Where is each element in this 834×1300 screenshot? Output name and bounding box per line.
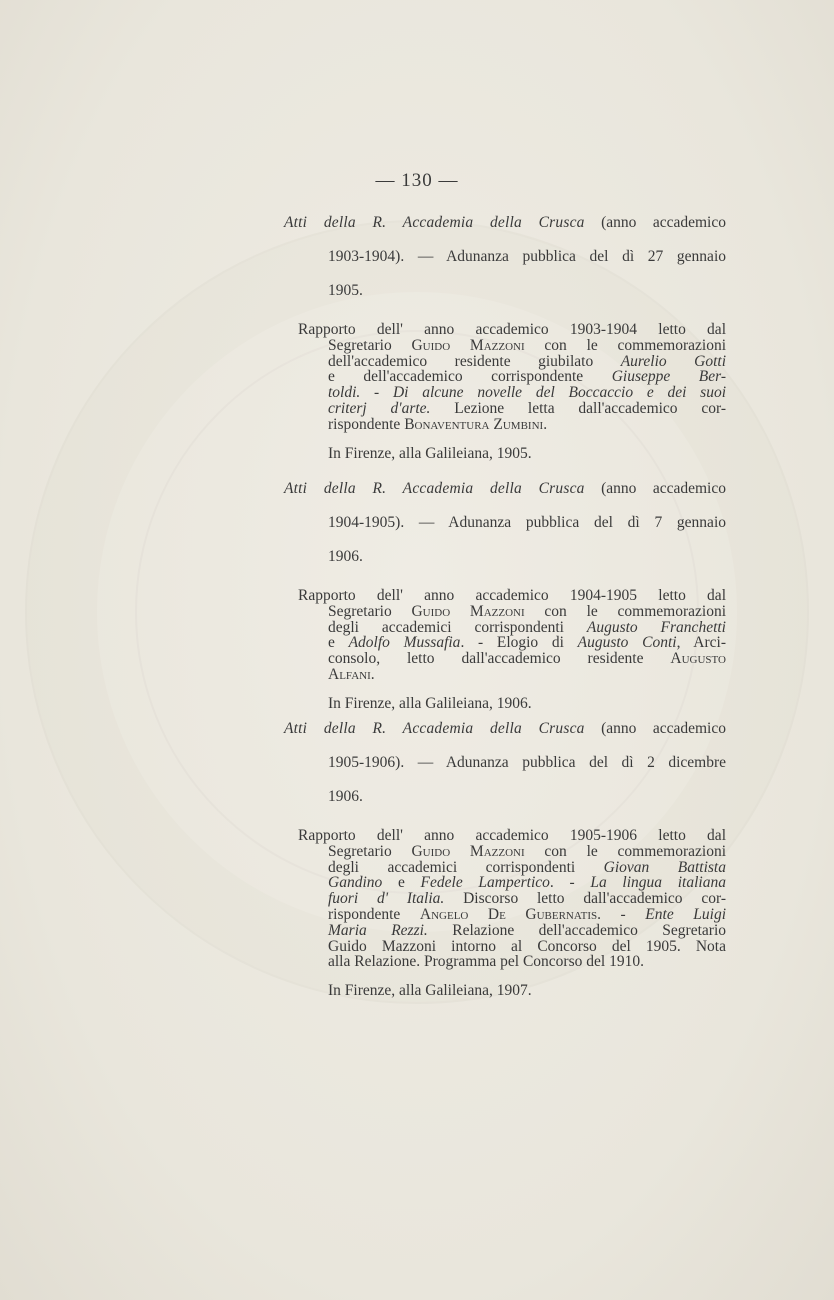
entry-2 (284, 472, 726, 713)
description-text: . - (549, 874, 591, 892)
description-text: Rapporto dell' anno accademico 1904-1905 letto dal (298, 587, 726, 604)
description-text: . (370, 665, 375, 683)
description-line (298, 417, 726, 433)
entry-publication-place: In Firenze, alla Galileiana, 1905. (328, 444, 532, 462)
entry-title (284, 712, 726, 814)
description-line (298, 338, 726, 354)
description-text: La lingua italiana (590, 874, 726, 892)
description-line (298, 828, 726, 844)
description-text: Ente Luigi (645, 905, 727, 923)
description-text: con le commemorazioni (524, 842, 726, 860)
description-text: Segretario (328, 602, 412, 620)
description-text: fuori d' Italia. (328, 890, 445, 908)
entry-title-rest: (anno accademico (584, 480, 726, 497)
description-line (298, 620, 726, 636)
description-line (298, 651, 726, 667)
description-text: criterj d'arte. (328, 399, 431, 417)
description-text: Augusto Conti (577, 634, 677, 652)
description-line (298, 322, 726, 338)
description-text: e (328, 634, 349, 652)
description-text: con le commemorazioni (524, 602, 726, 620)
description-line (298, 385, 726, 401)
description-text: . - (597, 905, 646, 923)
description-line (298, 907, 726, 923)
description-text: rispondente (328, 415, 405, 433)
description-text: Fedele Lampertico (420, 874, 550, 892)
entry-title-line-2: 1903-1904). — Adunanza pubblica del dì 27 gennaio (328, 248, 726, 265)
description-line (298, 954, 726, 970)
entry-title-rest: (anno accademico (584, 720, 726, 737)
entry-title-rest: (anno accademico (584, 214, 726, 231)
description-text: Guido Mazzoni (411, 336, 525, 354)
description-text: degli accademici corrispondenti (328, 618, 587, 636)
page-number: — 130 — (375, 170, 459, 191)
entry-title-line-2: 1905-1906). — Adunanza pubblica del dì 2 dicembre (328, 754, 726, 771)
description-text: Guido Mazzoni (411, 842, 525, 860)
description-text: Alfani (328, 665, 371, 683)
description-line (298, 401, 726, 417)
description-text: dell'accademico residente giubilato (328, 352, 621, 370)
description-text: toldi. - Di alcune novelle del Boccaccio e dei suoi (328, 384, 726, 402)
description-text: Giuseppe Ber- (611, 368, 726, 386)
description-text: . (543, 415, 548, 433)
description-text: e dell'accademico corrispondente (328, 368, 612, 386)
entry-description (284, 588, 726, 683)
description-line (298, 635, 726, 651)
description-text: Rapporto dell' anno accademico 1903-1904 letto dal (298, 321, 726, 338)
description-text: Lezione letta dall'accademico cor- (430, 399, 726, 417)
description-text: Segretario (328, 336, 412, 354)
description-text: Augusto Franchetti (586, 618, 726, 636)
description-text: Angelo De Gubernatis (419, 905, 598, 923)
description-line (298, 939, 726, 955)
entry-description (284, 322, 726, 433)
description-line (298, 354, 726, 370)
entry-title-italic: Atti della R. Accademia della Crusca (284, 720, 585, 737)
description-text: rispondente (328, 905, 420, 923)
entry-publication-place: In Firenze, alla Galileiana, 1907. (328, 982, 532, 1000)
description-line (298, 844, 726, 860)
description-line (298, 604, 726, 620)
entry-title-line-3: 1906. (328, 788, 363, 805)
description-line (298, 667, 726, 683)
entry-title (284, 206, 726, 308)
description-text: Adolfo Mussafia (348, 634, 461, 652)
entry-title (284, 472, 726, 574)
description-line (298, 369, 726, 385)
description-text: consolo, letto dall'accademico residente (328, 650, 671, 668)
description-line (298, 891, 726, 907)
description-line (298, 588, 726, 604)
description-text: Bonaventura Zumbini (404, 415, 544, 433)
description-text: degli accademici corrispondenti (328, 858, 604, 876)
entry-title-italic: Atti della R. Accademia della Crusca (284, 480, 585, 497)
description-text: . - Elogio di (460, 634, 578, 652)
description-text: con le commemorazioni (524, 336, 726, 354)
entry-description (284, 828, 726, 970)
description-text: Gandino (328, 874, 383, 892)
entry-title-italic: Atti della R. Accademia della Crusca (284, 214, 585, 231)
description-text: , Arci- (676, 634, 726, 652)
description-text: Rapporto dell' anno accademico 1905-1906 letto dal (298, 827, 726, 844)
description-text: Augusto (670, 650, 726, 668)
entry-title-line-3: 1906. (328, 548, 363, 565)
description-text: Relazione dell'accademico Segretario (427, 921, 726, 939)
description-text: alla Relazione. Programma pel Concorso del 1910. (328, 953, 644, 971)
entry-title-line-3: 1905. (328, 282, 363, 299)
description-text: Giovan Battista (603, 858, 726, 876)
description-text: Discorso letto dall'accademico cor- (444, 890, 726, 908)
description-text: Guido Mazzoni (411, 602, 525, 620)
description-line (298, 875, 726, 891)
entry-publication-place: In Firenze, alla Galileiana, 1906. (328, 694, 532, 712)
description-text: e (382, 874, 421, 892)
entry-1 (284, 206, 726, 463)
entry-title-line-2: 1904-1905). — Adunanza pubblica del dì 7 gennaio (328, 514, 726, 531)
entry-3 (284, 712, 726, 1000)
description-line (298, 860, 726, 876)
description-text: Maria Rezzi. (328, 921, 428, 939)
description-text: Guido Mazzoni intorno al Concorso del 1905. Nota (328, 937, 726, 955)
description-line (298, 923, 726, 939)
description-text: Aurelio Gotti (620, 352, 726, 370)
description-text: Segretario (328, 842, 412, 860)
